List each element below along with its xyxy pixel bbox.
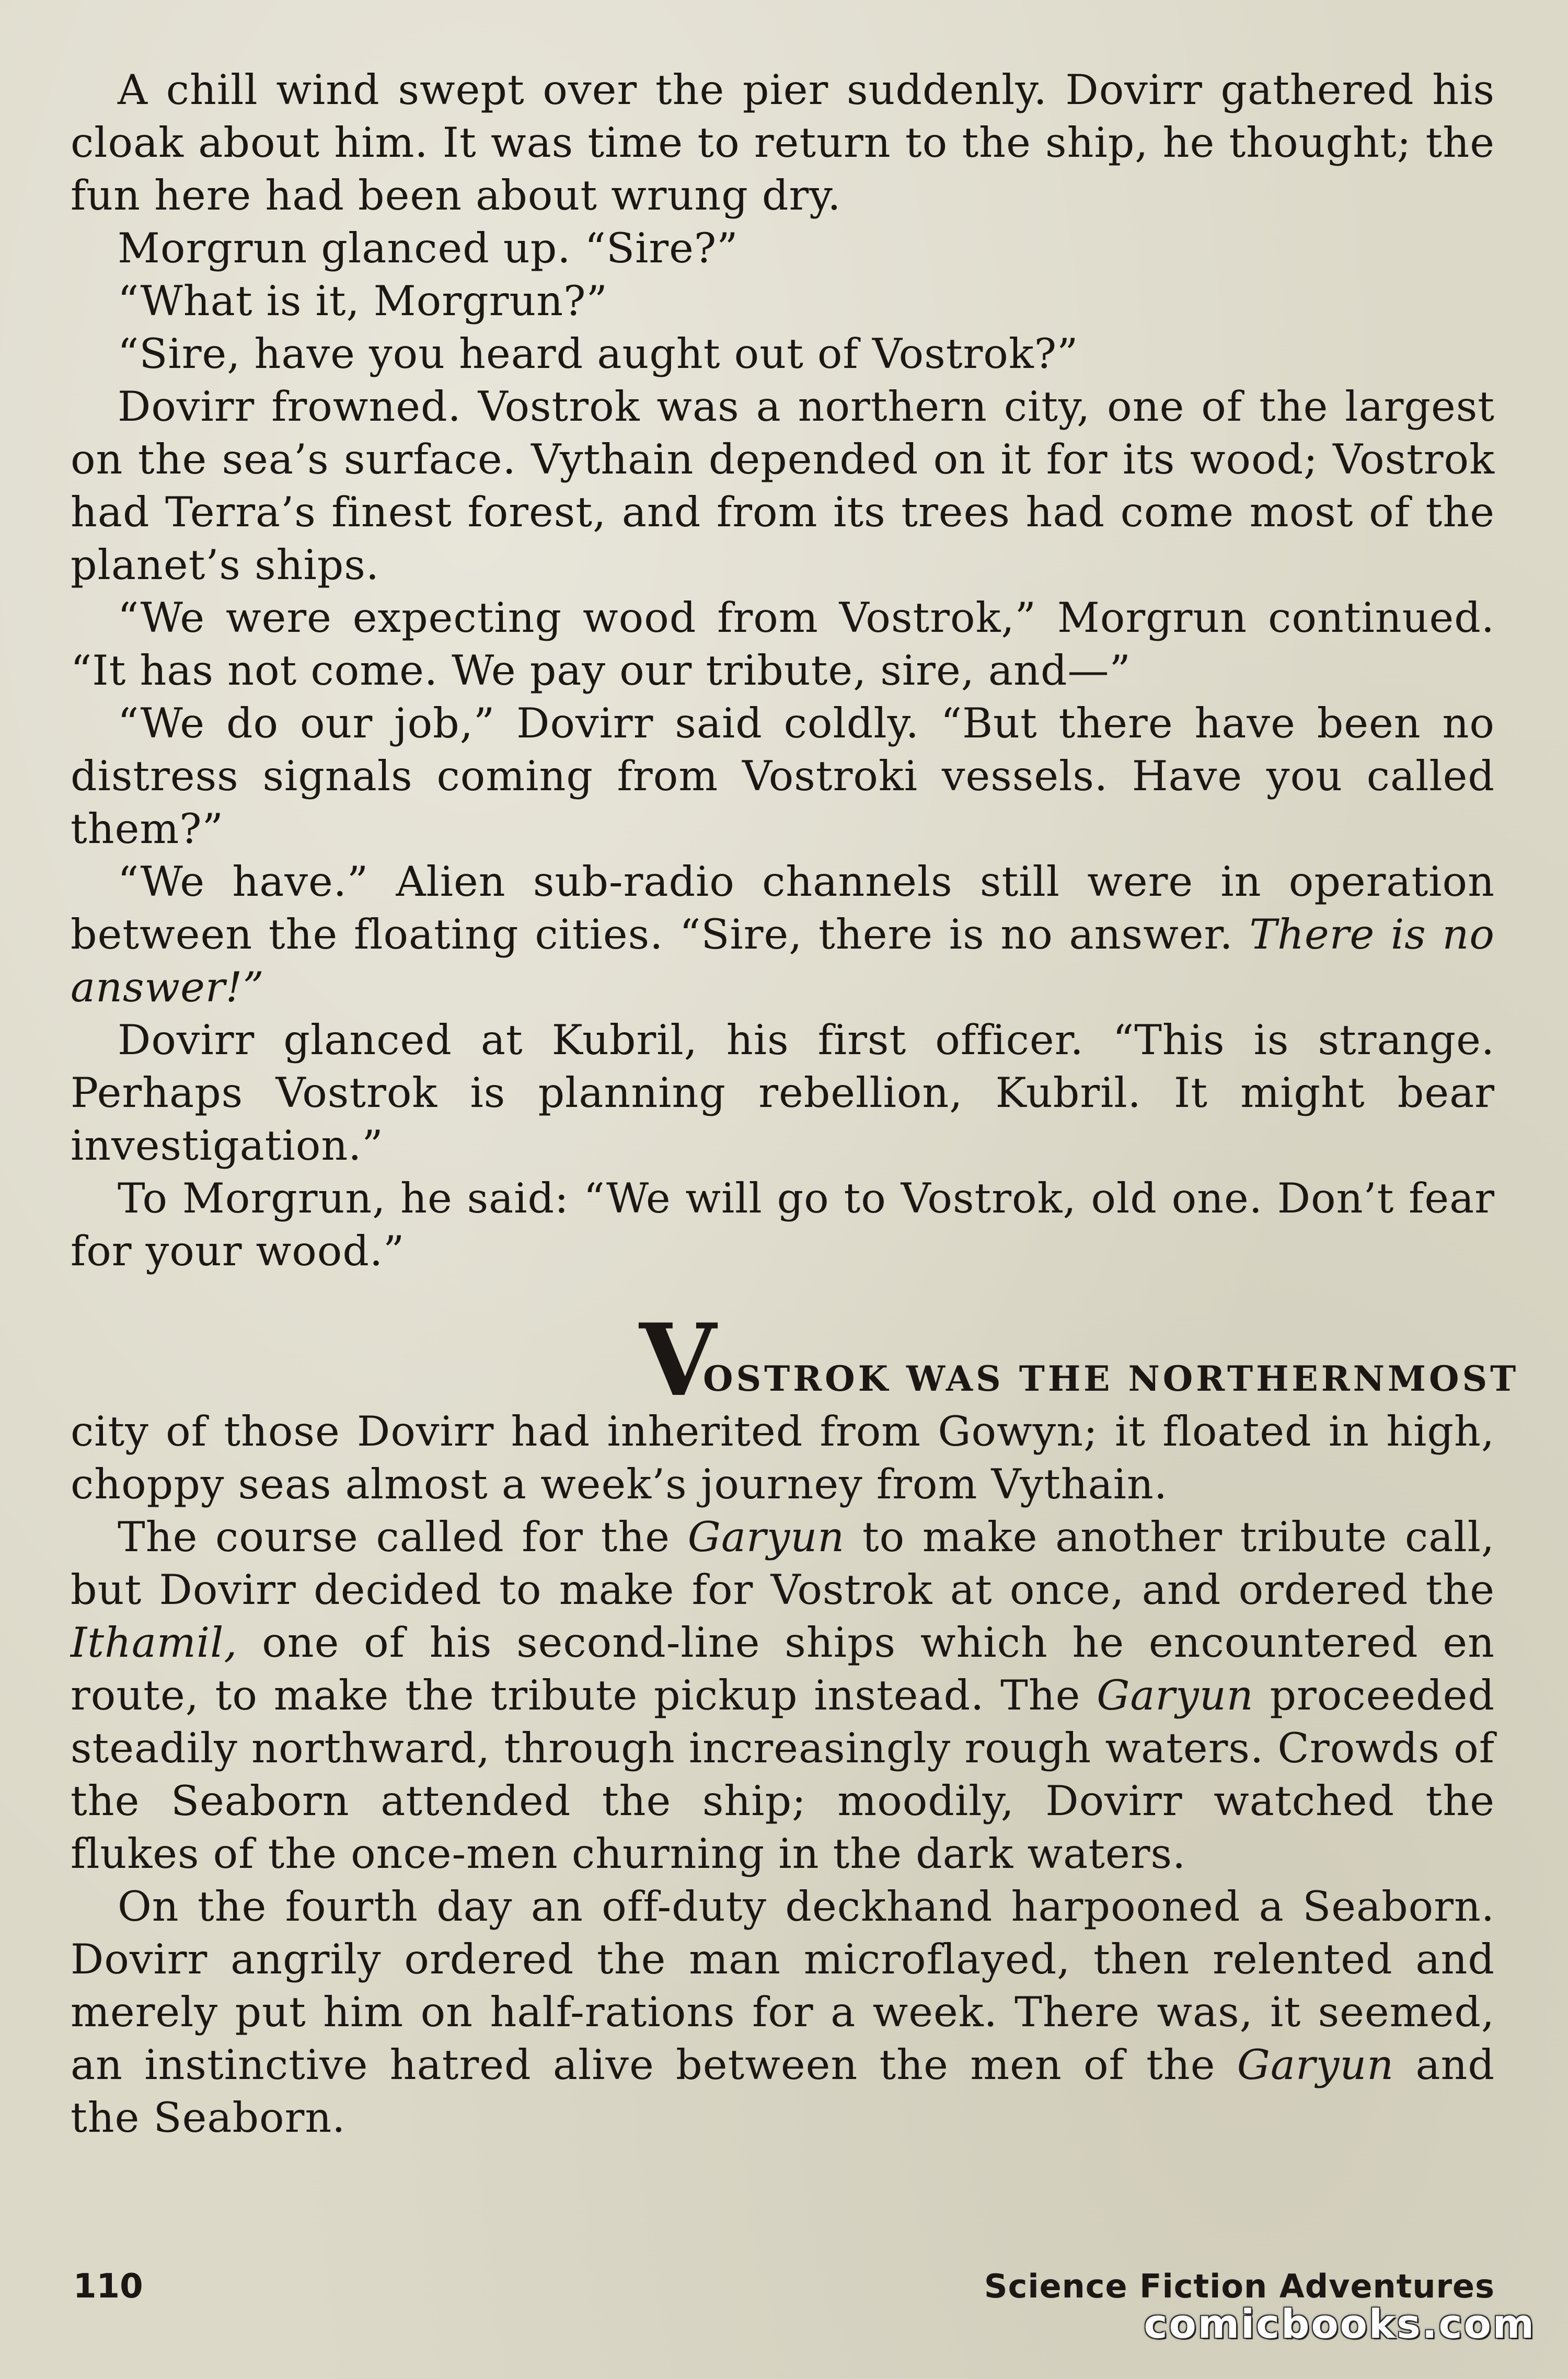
paragraph: Dovirr frowned. Vostrok was a northern city, one of the largest on the sea’s surface. Vythain depended on it for its wood; Vostrok had Terra’s finest forest, and from its trees had come most of the planet’s ships.	[71, 383, 1495, 589]
text-section-1	[71, 64, 1495, 1278]
watermark: comicbooks.com	[1144, 2301, 1536, 2347]
paragraph: “We do our job,” Dovirr said coldly. “But there have been no distress signals coming from Vostroki vessels. Have you called them?”	[71, 699, 1495, 853]
page-number: 110	[73, 2267, 143, 2306]
paragraph: To Morgrun, he said: “We will go to Vostrok, old one. Don’t fear for your wood.”	[71, 1174, 1495, 1275]
magazine-title: Science Fiction Adventures	[984, 2267, 1495, 2305]
section-opening-smallcaps: OSTROK WAS THE NORTHERNMOST	[703, 1358, 1519, 1399]
paragraph: On the fourth day an off-duty deckhand harpooned a Seaborn. Dovirr angrily ordered the man microflayed, then relented and merely put him on half-rations for a week. There was, it seemed, an instinctive hatred alive between the men of the Garyun and the Seaborn.	[71, 1883, 1495, 2142]
paragraph: The course called for the Garyun to make another tribute call, but Dovirr decided to make for Vostrok at once, and ordered the Ithamil, one of his second-line ships which he encountered en route, to make the tribute pickup instead. The Garyun proceeded steadily northward, through increasingly rough waters. Crowds of the Seaborn attended the ship; moodily, Dovirr watched the flukes of the once-men churning in the dark waters.	[71, 1513, 1495, 1878]
paragraph: “We were expecting wood from Vostrok,” Morgrun continued. “It has not come. We pay our tribute, sire, and—”	[71, 594, 1495, 695]
section-opening	[71, 1302, 1519, 1418]
paragraph: A chill wind swept over the pier suddenly. Dovirr gathered his cloak about him. It was time to return to the ship, he thought; the fun here had been about wrung dry.	[71, 66, 1495, 220]
drop-cap: V	[639, 1302, 717, 1418]
text-section-2	[71, 1302, 1519, 2144]
paragraph: Morgrun glanced up. “Sire?”	[118, 224, 739, 272]
paragraph: “Sire, have you heard aught out of Vostrok?”	[118, 330, 1079, 378]
paragraph: city of those Dovirr had inherited from Gowyn; it floated in high, choppy seas almost a week’s journey from Vythain.	[71, 1407, 1495, 1508]
paragraph: “We have.” Alien sub-radio channels still were in operation between the floating cities. “Sire, there is no answer. There is no answer!”	[71, 858, 1495, 1011]
paragraph: “What is it, Morgrun?”	[118, 277, 608, 325]
paragraph: Dovirr glanced at Kubril, his first officer. “This is strange. Perhaps Vostrok is planning rebellion, Kubril. It might bear investigation.”	[71, 1016, 1495, 1170]
